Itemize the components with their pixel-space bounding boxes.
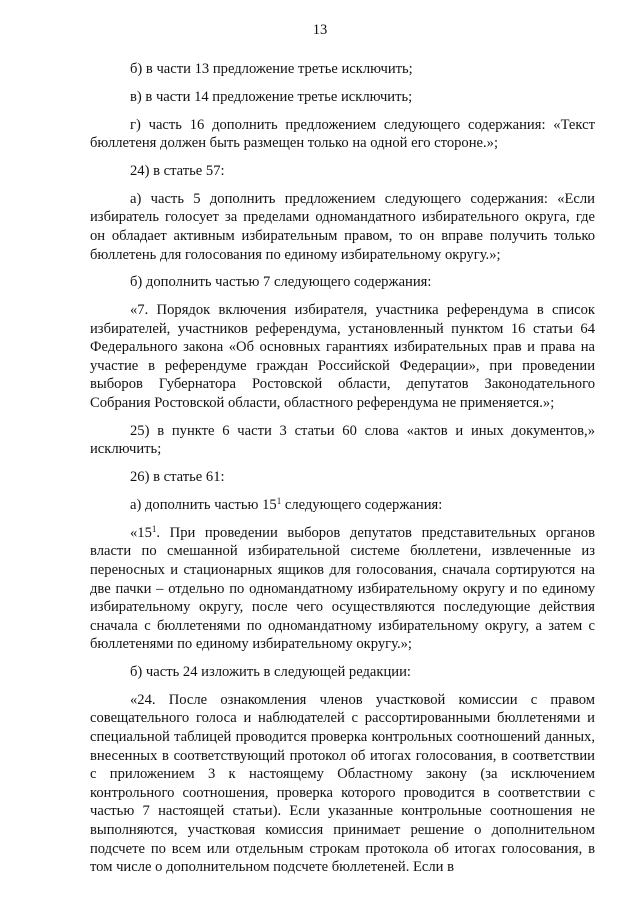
paragraph: б) в части 13 предложение третье исключить; (130, 61, 413, 77)
paragraph: 24) в статье 57: (130, 162, 225, 179)
paragraph: б) часть 24 изложить в следующей редакции: (130, 664, 411, 681)
paragraph: 26) в статье 61: (130, 469, 225, 486)
paragraph: «24. После ознакомления членов участковой комиссии с правом совещательного голоса и наблюдателей с рассортированными бюллетенями и специальной таблицей проводится проверка контрольных соотношений данных, внесенных в соответствующий протокол об итогах голосования, в соответствии с приложением 3 к настоящему Областному закону (за исключением контрольного соотношения, проверка которого проводится в соответствии с частью 7 настоящей статьи). Если указанные контрольные соотношения не выполняются, участковая комиссия принимает решение о дополнительном подсчете по всем или отдельным строкам протокола об итогах голосования, в том числе о дополнительном подсчете бюллетеней. Если в (90, 691, 595, 876)
paragraph: б) дополнить частью 7 следующего содержания: (130, 274, 432, 291)
page-number: 13 (312, 22, 328, 38)
superscript: 1 (151, 523, 157, 534)
paragraph-with-superscript (90, 524, 595, 654)
paragraph: г) часть 16 дополнить предложением следующего содержания: «Текст бюллетеня должен быть размещен только на одной его стороне.»; (90, 116, 595, 152)
paragraph: 25) в пункте 6 части 3 статьи 60 слова «актов и иных документов,» исключить; (90, 422, 595, 458)
paragraph-with-superscript (90, 496, 595, 515)
document-body (90, 60, 595, 886)
paragraph: а) часть 5 дополнить предложением следующего содержания: «Если избиратель голосует за пределами одномандатного избирательного округа, где он обладает активным избирательным правом, то он вправе получить только бюллетень для голосования по единому избирательному округу.»; (90, 190, 595, 263)
paragraph-text: следующего содержания: (281, 496, 443, 513)
paragraph: в) в части 14 предложение третье исключить; (130, 88, 413, 105)
paragraph-text: «15 (130, 524, 152, 541)
paragraph-text: . При проведении выборов депутатов представительных органов власти по смешанной избирательной системе бюллетени, извлеченные из переносных и стационарных ящиков для голосования, сначала сортируются на две пачки – отдельно по одномандатному избирательному округу и по единому избирательному округу, после чего осуществляются последующие действия сначала с бюллетенями по одномандатному избирательному округу, а затем с бюллетенями по единому избирательному округу.»; (90, 524, 595, 653)
paragraph-text: а) дополнить частью 15 (130, 496, 277, 513)
paragraph: «7. Порядок включения избирателя, участника референдума в список избирателей, участников референдума, установленный пунктом 16 статьи 64 Федерального закона «Об основных гарантиях избирательных прав и права на участие в референдуме граждан Российской Федерации», при проведении выборов Губернатора Ростовской области, депутатов Законодательного Собрания Ростовской области, областного референдума не применяется.»; (90, 302, 595, 412)
superscript: 1 (276, 495, 282, 506)
